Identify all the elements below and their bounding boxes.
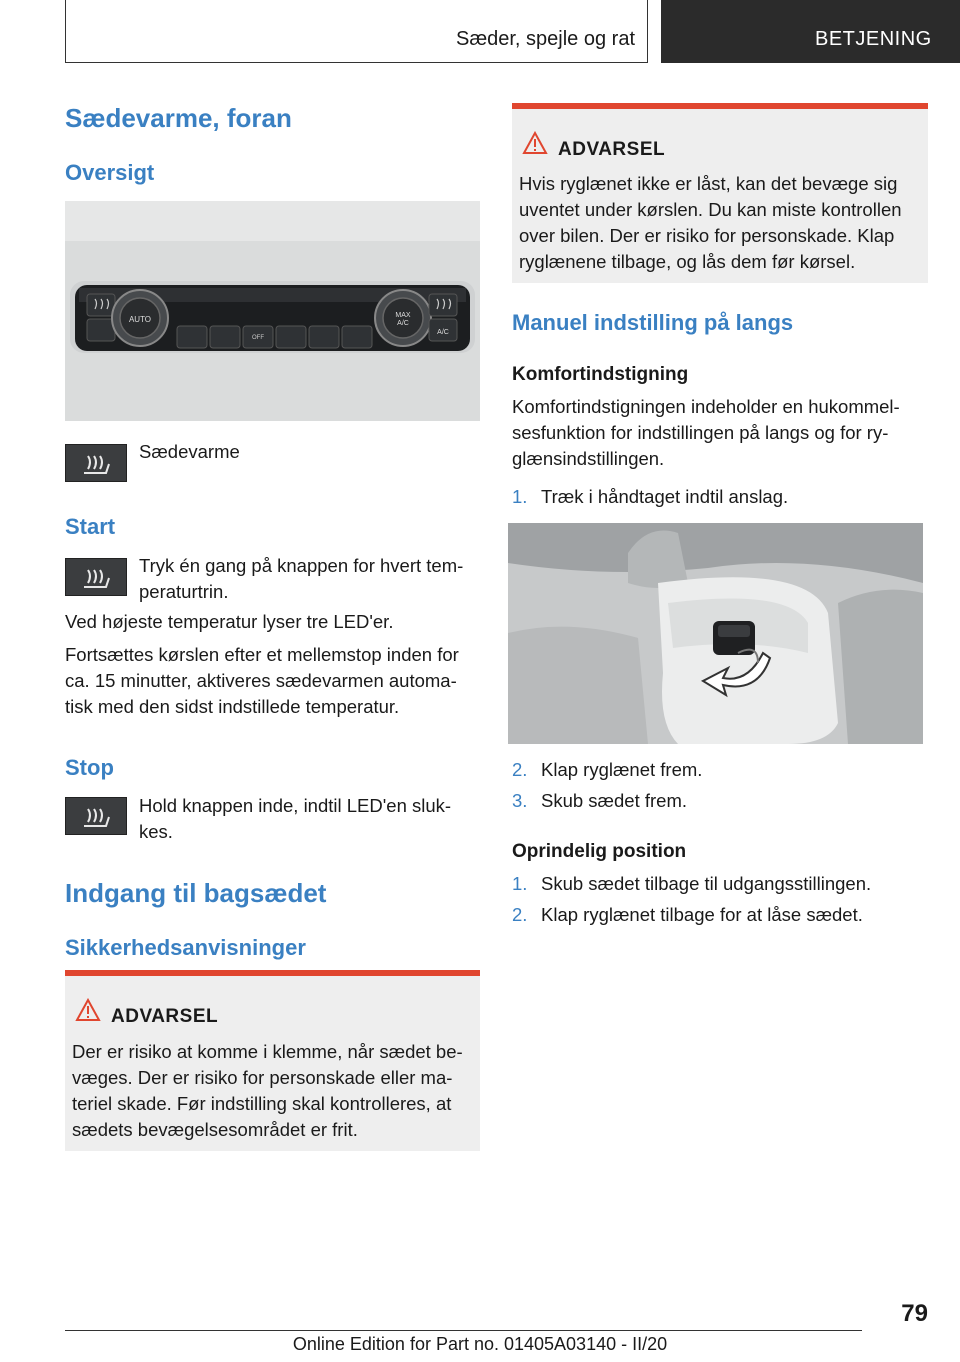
- step-text: Træk i håndtaget indtil anslag.: [541, 486, 789, 507]
- seat-heating-icon: [65, 444, 127, 482]
- footer-edition: Online Edition for Part no. 01405A03140 - II/20: [292, 1334, 668, 1354]
- header-chapter-box: [661, 0, 960, 63]
- warning-line1: Hvis ryglænet ikke er låst, kan det bevæge sig: [519, 173, 898, 194]
- resume-text-line1: Fortsættes kørslen efter et mellemstop inden for: [65, 644, 459, 665]
- warning-line3: over bilen. Der er risiko for personskade. Klap: [519, 225, 895, 246]
- warning-title: ADVARSEL: [111, 1006, 219, 1027]
- warning-line4: sædets bevægelsesområdet er frit.: [72, 1119, 358, 1140]
- manual-adjustment-heading: Manuel indstilling på langs: [512, 310, 794, 335]
- page-title: Sædevarme, foran: [65, 103, 292, 133]
- step-number: 2.: [512, 904, 528, 925]
- list-item: [512, 787, 928, 817]
- step-text: Klap ryglænet frem.: [541, 759, 703, 780]
- seat-heating-icon: [65, 558, 127, 596]
- climate-panel-illustration: [65, 201, 480, 421]
- overview-heading: Oversigt: [65, 160, 155, 185]
- step-number: 2.: [512, 759, 528, 780]
- header-section-box: [65, 0, 648, 63]
- resume-text-line3: tisk med den sidst indstillede temperatur.: [65, 696, 400, 717]
- max-ac-label-1: MAX: [395, 312, 411, 319]
- resume-text-line2: ca. 15 minutter, aktiveres sædevarmen automa-: [65, 670, 457, 691]
- seat-lever-illustration: [508, 523, 923, 744]
- step-text: Skub sædet tilbage til udgangsstillingen.: [541, 873, 872, 894]
- warning-box-left: [65, 970, 480, 1151]
- list-item: [512, 901, 928, 931]
- header-section-title: Sæder, spejle og rat: [456, 28, 635, 50]
- header-chapter-title: BETJENING: [815, 28, 932, 50]
- seat-lever-image: [508, 523, 923, 744]
- step-number: 3.: [512, 790, 528, 811]
- stop-text-line2: kes.: [139, 821, 173, 842]
- start-text-line1: Tryk én gang på knappen for hvert tem-: [139, 555, 464, 576]
- off-button-label: OFF: [252, 335, 264, 341]
- warning-line1: Der er risiko at komme i klemme, når sædet be-: [72, 1041, 463, 1062]
- comfort-text-line1: Komfortindstigningen indeholder en hukommel-: [512, 396, 900, 417]
- warning-line2: uventet under kørslen. Du kan miste kontrollen: [519, 199, 902, 220]
- entry-heading: Indgang til bagsædet: [65, 878, 327, 908]
- list-item: [512, 480, 928, 510]
- page-number: 79: [901, 1300, 928, 1327]
- warning-line4: ryglænene tilbage, og lås dem før kørsel.: [519, 251, 856, 272]
- stop-text-line1: Hold knappen inde, indtil LED'en sluk-: [139, 795, 452, 816]
- climate-panel-image: [65, 201, 480, 421]
- warning-box-right: [512, 103, 928, 283]
- ac-button-label: A/C: [437, 329, 449, 336]
- stop-heading: Stop: [65, 755, 114, 780]
- warning-title: ADVARSEL: [558, 139, 666, 160]
- comfort-entry-heading: Komfortindstigning: [512, 364, 689, 385]
- seat-heating-caption: Sædevarme: [139, 441, 240, 462]
- auto-button-label-left: AUTO: [128, 315, 152, 324]
- seat-heating-icon: [65, 797, 127, 835]
- comfort-text-line3: glænsindstillingen.: [512, 448, 665, 469]
- warning-triangle-icon: [522, 131, 548, 155]
- warning-triangle-icon: [75, 998, 101, 1022]
- footer-divider: [65, 1330, 862, 1331]
- original-position-heading: Oprindelig position: [512, 841, 687, 862]
- safety-heading: Sikkerhedsanvisninger: [65, 935, 306, 960]
- start-text-line2: peraturtrin.: [139, 581, 229, 602]
- step-number: 1.: [512, 486, 528, 507]
- comfort-text-line2: sesfunktion for indstillingen på langs og for ry-: [512, 422, 889, 443]
- step-text: Skub sædet frem.: [541, 790, 688, 811]
- warning-line2: væges. Der er risiko for personskade eller ma-: [72, 1067, 453, 1088]
- list-item: [512, 756, 928, 786]
- warning-line3: teriel skade. Før indstilling skal kontrolleres, at: [72, 1093, 452, 1114]
- list-item: [512, 870, 928, 900]
- start-heading: Start: [65, 514, 116, 539]
- led-text: Ved højeste temperatur lyser tre LED'er.: [65, 611, 394, 632]
- step-text: Klap ryglænet tilbage for at låse sædet.: [541, 904, 863, 925]
- step-number: 1.: [512, 873, 528, 894]
- max-ac-label-2: A/C: [397, 320, 409, 327]
